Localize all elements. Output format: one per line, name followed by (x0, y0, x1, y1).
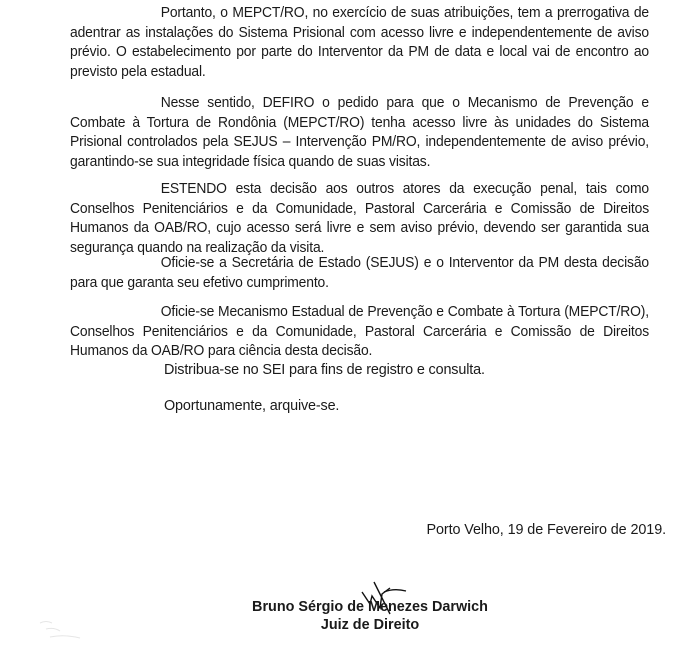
faint-smudge-mark (30, 615, 110, 645)
signature-block (240, 598, 500, 634)
paragraph-defiro (70, 94, 649, 172)
line-arquive: Oportunamente, arquive-se. (164, 398, 340, 414)
paragraph-text: Oficie-se a Secretária de Estado (SEJUS) e o Interventor da PM desta decisão para que garanta seu efetivo cumprimento. (70, 255, 649, 291)
paragraph-oficie-sejus (70, 254, 649, 293)
paragraph-text: Nesse sentido, DEFIRO o pedido para que o Mecanismo de Prevenção e Combate à Tortura de Rondônia (MEPCT/RO) tenha acesso livre às unidades do Sistema Prisional controlados pela SEJUS – Intervenção PM/RO, independentemente de aviso prévio, garantindo-se sua integridade física quando de suas visitas. (70, 95, 649, 170)
line-distribua: Distribua-se no SEI para fins de registro e consulta. (164, 362, 485, 378)
place-date: Porto Velho, 19 de Fevereiro de 2019. (426, 522, 666, 538)
signer-name: Bruno Sérgio de Menezes Darwich (252, 599, 488, 615)
paragraph-text: Portanto, o MEPCT/RO, no exercício de suas atribuições, tem a prerrogativa de adentrar as instalações do Sistema Prisional com acesso livre e independentemente de aviso prévio. O estabelecimento por parte do Interventor da PM de data e local vai de encontro ao previsto pela estadual. (70, 5, 649, 80)
paragraph-oficie-mepct (70, 303, 649, 362)
paragraph-text: ESTENDO esta decisão aos outros atores da execução penal, tais como Conselhos Penitenciários e da Comunidade, Pastoral Carcerária e Comissão de Direitos Humanos da OAB/RO, cujo acesso será livre e sem aviso prévio, devendo ser garantida sua segurança quando na realização da visita. (70, 181, 649, 256)
paragraph-estendo (70, 180, 649, 258)
signer-title: Juiz de Direito (320, 617, 420, 633)
paragraph-text: Oficie-se Mecanismo Estadual de Prevenção e Combate à Tortura (MEPCT/RO), Conselhos Penitenciários e da Comunidade, Pastoral Carcerária e Comissão de Direitos Humanos da OAB/RO para ciência desta decisão. (70, 304, 649, 359)
paragraph-prerogative (70, 4, 649, 82)
